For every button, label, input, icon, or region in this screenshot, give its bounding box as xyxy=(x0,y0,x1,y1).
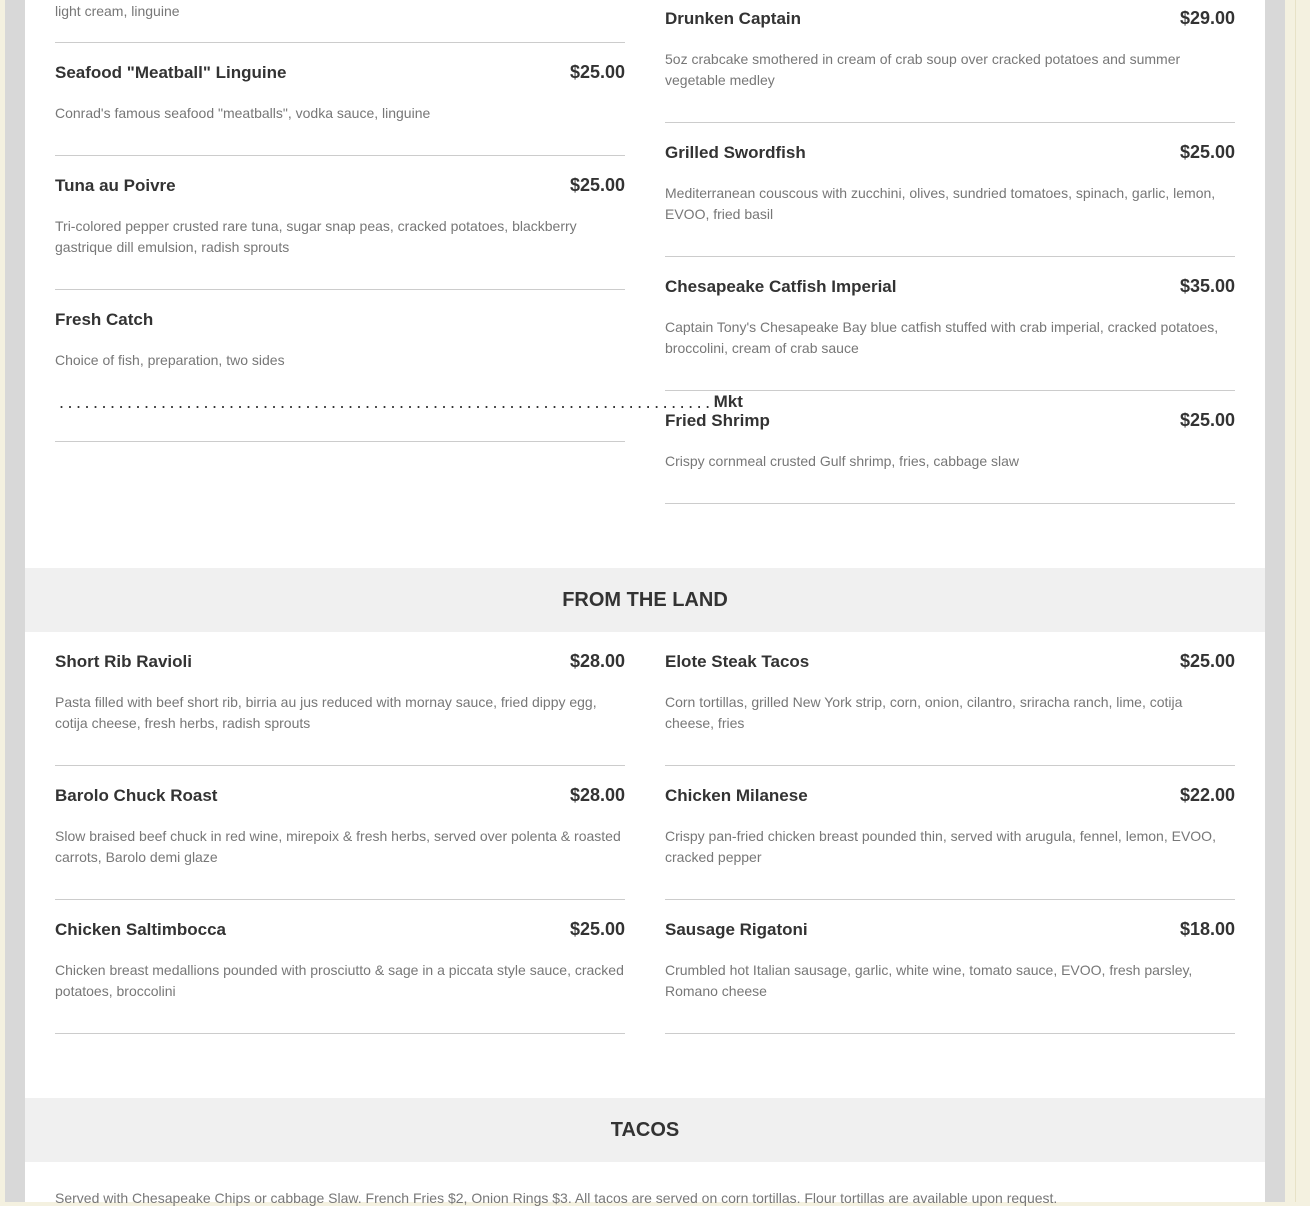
item-name: Fried Shrimp xyxy=(665,411,770,430)
menu-item xyxy=(55,156,625,290)
item-description: Chicken breast medallions pounded with prosciutto & sage in a piccata style sauce, cracked potatoes, broccolini xyxy=(55,962,624,999)
item-description: 5oz crabcake smothered in cream of crab soup over cracked potatoes and summer vegetable medley xyxy=(665,51,1181,88)
dot-leader: ............................................................................. xyxy=(59,392,714,412)
item-name: Drunken Captain xyxy=(665,9,802,28)
menu-item xyxy=(665,766,1235,900)
item-description: Choice of fish, preparation, two sides xyxy=(55,352,285,368)
menu-item xyxy=(665,0,1235,123)
item-price: $28.00 xyxy=(569,651,625,671)
menu-item xyxy=(665,391,1235,504)
item-price: Mkt xyxy=(713,392,743,411)
item-price: $25.00 xyxy=(569,175,625,195)
item-price: $25.00 xyxy=(569,919,625,939)
item-price: $25.00 xyxy=(569,62,625,82)
item-name: Elote Steak Tacos xyxy=(665,652,810,671)
item-price: $25.00 xyxy=(1179,651,1235,671)
item-name: Short Rib Ravioli xyxy=(55,652,192,671)
item-description: Corn tortillas, grilled New York strip, corn, onion, cilantro, sriracha ranch, lime, cotija cheese, fries xyxy=(665,694,1183,731)
menu-item xyxy=(55,900,625,1034)
item-price: $25.00 xyxy=(1179,142,1235,162)
item-name: Sausage Rigatoni xyxy=(665,920,808,939)
tacos-note: Served with Chesapeake Chips or cabbage Slaw. French Fries $2, Onion Rings $3. All tacos are served on corn tortillas. Flour tortillas are available upon request. xyxy=(55,1190,1058,1206)
item-name: Tuna au Poivre xyxy=(55,176,176,195)
menu-item xyxy=(665,632,1235,766)
item-description: Pasta filled with beef short rib, birria au jus reduced with mornay sauce, fried dippy egg, cotija cheese, fresh herbs, radish sprouts xyxy=(55,694,597,731)
item-description: Slow braised beef chuck in red wine, mirepoix & fresh herbs, served over polenta & roasted carrots, Barolo demi glaze xyxy=(55,828,621,865)
item-name: Chesapeake Catfish Imperial xyxy=(665,277,897,296)
section-header-tacos: TACOS xyxy=(25,1098,1265,1162)
item-price: $29.00 xyxy=(1179,8,1235,28)
item-name: Seafood "Meatball" Linguine xyxy=(55,63,287,82)
menu-item xyxy=(55,43,625,156)
item-price: $22.00 xyxy=(1179,785,1235,805)
menu-item xyxy=(55,766,625,900)
section-header-land: FROM THE LAND xyxy=(25,568,1265,632)
item-description: Crispy cornmeal crusted Gulf shrimp, fries, cabbage slaw xyxy=(665,453,1020,469)
item-price: $25.00 xyxy=(1179,410,1235,430)
scrollbar-track[interactable] xyxy=(1295,0,1310,1202)
item-description: Conrad's famous seafood "meatballs", vodka sauce, linguine xyxy=(55,105,431,121)
market-price-row xyxy=(59,390,743,412)
item-description: light cream, linguine xyxy=(55,3,180,19)
item-price: $35.00 xyxy=(1179,276,1235,296)
item-name: Grilled Swordfish xyxy=(665,143,806,162)
item-price: $18.00 xyxy=(1179,919,1235,939)
item-description: Mediterranean couscous with zucchini, olives, sundried tomatoes, spinach, garlic, lemon, EVOO, fried basil xyxy=(665,185,1216,222)
item-description: Crispy pan-fried chicken breast pounded thin, served with arugula, fennel, lemon, EVOO, cracked pepper xyxy=(665,828,1216,865)
item-description: Tri-colored pepper crusted rare tuna, sugar snap peas, cracked potatoes, blackberry gastrique dill emulsion, radish sprouts xyxy=(55,218,577,255)
menu-item-partial xyxy=(55,0,625,43)
item-name: Chicken Milanese xyxy=(665,786,808,805)
menu-page xyxy=(25,0,1265,1206)
item-price: $28.00 xyxy=(569,785,625,805)
item-name: Barolo Chuck Roast xyxy=(55,786,218,805)
item-description: Captain Tony's Chesapeake Bay blue catfish stuffed with crab imperial, cracked potatoes, broccolini, cream of crab sauce xyxy=(665,319,1219,356)
item-description: Crumbled hot Italian sausage, garlic, white wine, tomato sauce, EVOO, fresh parsley, Romano cheese xyxy=(665,962,1193,999)
menu-item xyxy=(55,632,625,766)
menu-item xyxy=(665,257,1235,391)
item-name: Chicken Saltimbocca xyxy=(55,920,227,939)
menu-item xyxy=(665,900,1235,1034)
menu-item xyxy=(665,123,1235,257)
item-name: Fresh Catch xyxy=(55,310,154,329)
